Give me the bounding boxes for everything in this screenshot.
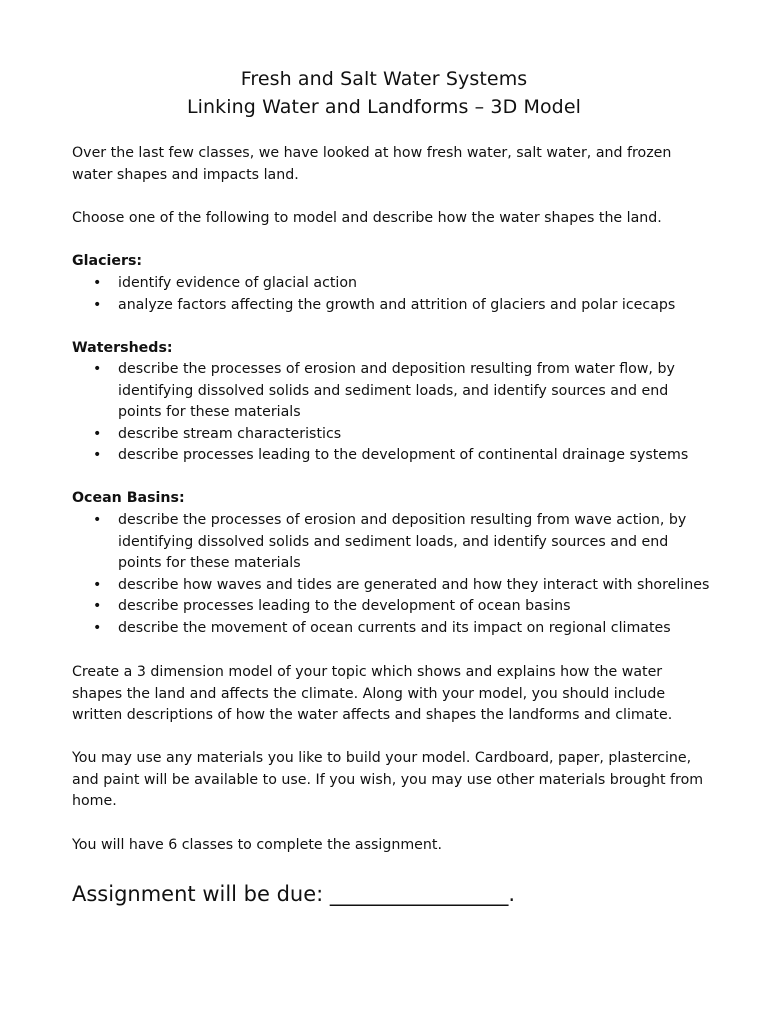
list-item xyxy=(72,424,712,446)
section-heading-watersheds: Watersheds: xyxy=(72,340,173,356)
bullet-icon: • xyxy=(93,576,102,593)
list-item xyxy=(72,295,712,317)
list-item-text: describe processes leading to the development of ocean basins xyxy=(118,598,571,614)
glaciers-list xyxy=(72,273,712,316)
bullet-icon: • xyxy=(93,512,102,528)
list-item-text: describe how waves and tides are generated and how they interact with shorelines xyxy=(118,576,710,593)
bullet-icon: • xyxy=(93,425,102,442)
document-title: Fresh and Salt Water Systems xyxy=(240,68,528,90)
due-date-period: . xyxy=(508,882,516,906)
section-heading-ocean-basins: Ocean Basins: xyxy=(72,490,185,506)
section-heading-glaciers: Glaciers: xyxy=(72,253,143,269)
instruction-paragraph: Choose one of the following to model and describe how the water shapes the land. xyxy=(72,210,662,226)
bullet-icon: • xyxy=(93,447,102,463)
model-description-paragraph: Create a 3 dimension model of your topic which shows and explains how the water shapes the land and affects the climate. Along with your model, you should include written descriptions of how the water affects and shapes the landforms and climate. xyxy=(72,664,673,723)
due-date-blank[interactable]: _________________ xyxy=(329,882,509,906)
duration-paragraph: You will have 6 classes to complete the assignment. xyxy=(72,837,442,853)
list-item-text: describe stream characteristics xyxy=(118,425,342,442)
list-item-text: analyze factors affecting the growth and attrition of glaciers and polar icecaps xyxy=(118,296,676,313)
document-subtitle: Linking Water and Landforms – 3D Model xyxy=(186,96,582,118)
list-item-text: describe the movement of ocean currents and its impact on regional climates xyxy=(118,619,671,636)
bullet-icon: • xyxy=(93,619,102,636)
intro-paragraph: Over the last few classes, we have looked at how fresh water, salt water, and frozen water shapes and impacts land. xyxy=(72,145,672,183)
due-date-line xyxy=(72,880,515,908)
list-item xyxy=(72,618,712,640)
materials-paragraph: You may use any materials you like to build your model. Cardboard, paper, plastercine, and paint will be available to use. If you wish, you may use other materials brought from home. xyxy=(72,750,704,809)
list-item xyxy=(72,273,712,295)
due-date-label: Assignment will be due: xyxy=(72,882,330,906)
list-item xyxy=(72,510,712,575)
list-item-text: describe processes leading to the development of continental drainage systems xyxy=(118,447,689,463)
list-item-text: identify evidence of glacial action xyxy=(118,275,358,291)
list-item xyxy=(72,575,712,597)
list-item xyxy=(72,596,712,618)
ocean-basins-list xyxy=(72,510,712,639)
list-item-text: describe the processes of erosion and deposition resulting from water flow, by identifying dissolved solids and sediment loads, and identify sources and end points for these materials xyxy=(118,361,675,420)
watersheds-list xyxy=(72,359,712,467)
bullet-icon: • xyxy=(93,598,102,614)
list-item xyxy=(72,445,712,467)
list-item xyxy=(72,359,712,424)
list-item-text: describe the processes of erosion and deposition resulting from wave action, by identifying dissolved solids and sediment loads, and identify sources and end points for these materials xyxy=(118,512,687,571)
bullet-icon: • xyxy=(93,296,102,313)
bullet-icon: • xyxy=(93,275,102,291)
bullet-icon: • xyxy=(93,361,102,377)
